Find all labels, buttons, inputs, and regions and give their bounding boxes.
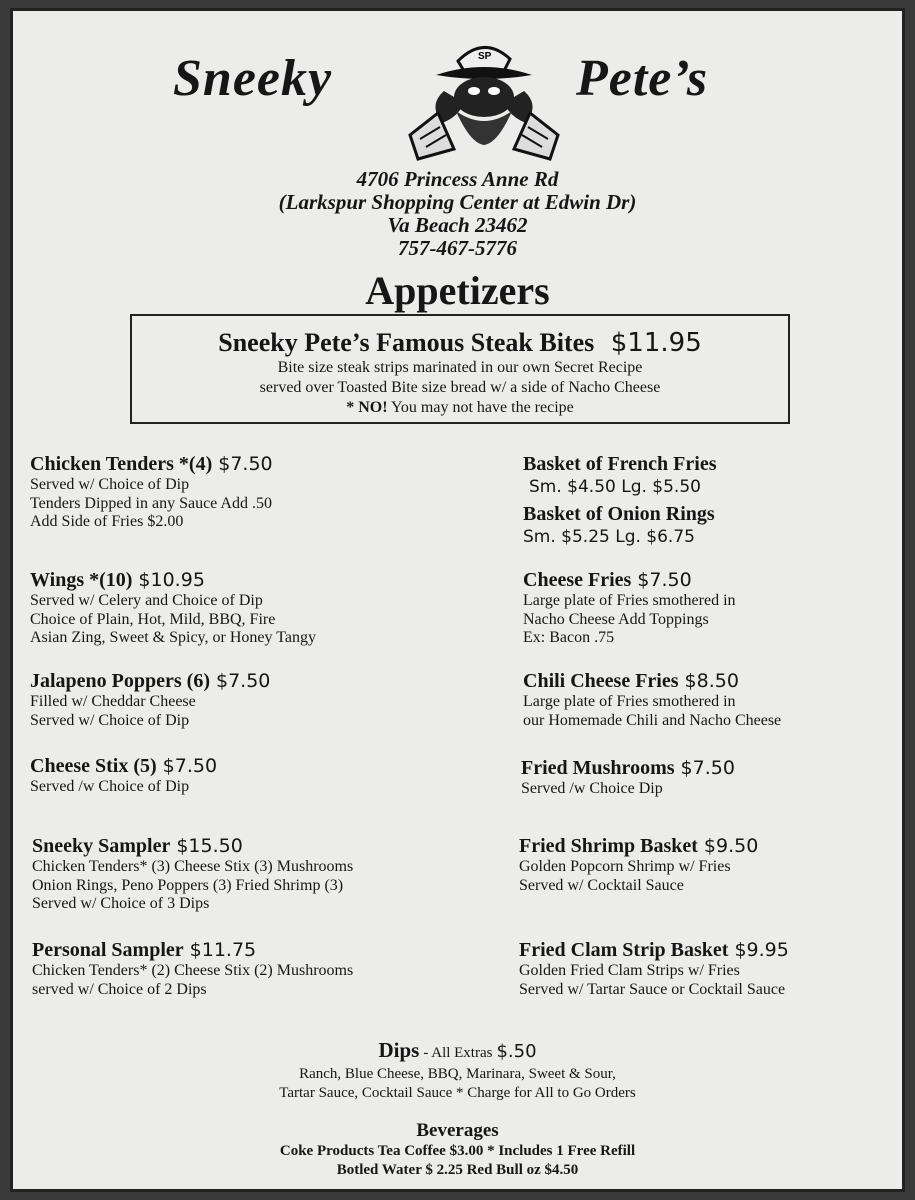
item-desc: Served w/ Choice of Dip bbox=[30, 711, 190, 729]
pete-mascot-logo bbox=[398, 31, 570, 161]
menu-item-onion-rings: Basket of Onion Rings Sm. $5.25 Lg. $6.75 bbox=[523, 503, 715, 547]
section-heading: Appetizers bbox=[365, 268, 550, 313]
dips-extras-price: $.50 bbox=[496, 1041, 537, 1062]
menu-sheet bbox=[10, 8, 905, 1192]
item-price: $7.50 bbox=[637, 569, 692, 591]
item-desc: Filled w/ Cheddar Cheese bbox=[30, 693, 196, 710]
item-price: $7.50 bbox=[680, 757, 735, 779]
item-desc: Golden Fried Clam Strips w/ Fries bbox=[519, 962, 740, 979]
menu-item-fried-mushrooms: Fried Mushrooms $7.50 Served /w Choice Dip bbox=[521, 757, 735, 797]
menu-item-fried-clam-strip-basket: Fried Clam Strip Basket $9.95 Golden Fried Clam Strips w/ Fries Served w/ Tartar Sauce or Cocktail Sauce bbox=[519, 939, 789, 998]
dips-list-line-2: Tartar Sauce, Cocktail Sauce * Charge for All to Go Orders bbox=[279, 1085, 636, 1101]
dips-title: Dips - All Extras $.50 bbox=[378, 1038, 537, 1062]
item-desc: Onion Rings, Peno Poppers (3) Fried Shrimp (3) bbox=[32, 876, 344, 894]
item-price: $7.50 bbox=[162, 755, 218, 777]
address-line-1: 4706 Princess Anne Rd bbox=[356, 167, 559, 191]
menu-item-cheese-stix: Cheese Stix (5) $7.50 Served /w Choice of Dip bbox=[30, 755, 218, 795]
item-desc: Chicken Tenders* (2) Cheese Stix (2) Mushrooms bbox=[32, 962, 354, 979]
item-price: $11.75 bbox=[189, 939, 257, 961]
item-sizes: Sm. $5.25 Lg. $6.75 bbox=[523, 527, 695, 547]
item-desc: Served /w Choice Dip bbox=[521, 780, 663, 797]
item-price: $10.95 bbox=[138, 569, 205, 591]
beverages-line-1: Coke Products Tea Coffee $3.00 * Includes 1 Free Refill bbox=[279, 1143, 636, 1159]
beverages-line-2: Botled Water $ 2.25 Red Bull oz $4.50 bbox=[336, 1162, 579, 1178]
menu-item-sneeky-sampler: Sneeky Sampler $15.50 Chicken Tenders* (3) Cheese Stix (3) Mushrooms Onion Rings, Peno Poppers (3) Fried Shrimp (3) Served w/ Choice of 3 Dips bbox=[32, 835, 354, 912]
item-desc: Choice of Plain, Hot, Mild, BBQ, Fire bbox=[30, 610, 276, 628]
item-desc: Large plate of Fries smothered in bbox=[523, 693, 736, 710]
menu-item-cheese-fries: Cheese Fries $7.50 Large plate of Fries smothered in Nacho Cheese Add Toppings Ex: Bacon .75 bbox=[523, 569, 736, 646]
featured-item-note: * NO! You may not have the recipe bbox=[346, 399, 574, 416]
item-desc: Served /w Choice of Dip bbox=[30, 778, 190, 795]
dips-list-line-1: Ranch, Blue Cheese, BBQ, Marinara, Sweet & Sour, bbox=[299, 1066, 616, 1082]
item-price: $8.50 bbox=[684, 670, 739, 692]
item-desc: Served w/ Cocktail Sauce bbox=[519, 876, 684, 894]
item-price: $7.50 bbox=[216, 670, 271, 692]
restaurant-name-left: Sneeky bbox=[173, 50, 333, 107]
featured-item-box bbox=[130, 314, 790, 424]
item-desc: Served w/ Celery and Choice of Dip bbox=[30, 592, 263, 609]
menu-item-french-fries: Basket of French Fries Sm. $4.50 Lg. $5.50 bbox=[523, 453, 717, 497]
item-desc: Chicken Tenders* (3) Cheese Stix (3) Mushrooms bbox=[32, 858, 354, 875]
item-desc: served w/ Choice of 2 Dips bbox=[32, 980, 207, 998]
item-desc: Tenders Dipped in any Sauce Add .50 bbox=[30, 494, 272, 512]
item-desc: Nacho Cheese Add Toppings bbox=[523, 610, 709, 628]
item-price: $15.50 bbox=[176, 835, 243, 857]
featured-item-desc-2: served over Toasted Bite size bread w/ a side of Nacho Cheese bbox=[259, 379, 661, 396]
item-desc: Served w/ Choice of 3 Dips bbox=[32, 895, 210, 912]
item-price: $9.95 bbox=[734, 939, 789, 961]
menu-item-chili-cheese-fries: Chili Cheese Fries $8.50 Large plate of Fries smothered in our Homemade Chili and Nacho Cheese bbox=[523, 670, 782, 729]
item-desc: Ex: Bacon .75 bbox=[523, 629, 615, 646]
item-desc: Served w/ Tartar Sauce or Cocktail Sauce bbox=[519, 980, 786, 998]
beverages-title: Beverages bbox=[416, 1120, 499, 1141]
menu-item-chicken-tenders: Chicken Tenders *(4) $7.50 Served w/ Choice of Dip Tenders Dipped in any Sauce Add .50 Add Side of Fries $2.00 bbox=[30, 453, 273, 530]
featured-item-desc-1: Bite size steak strips marinated in our own Secret Recipe bbox=[277, 359, 643, 376]
menu-item-wings: Wings *(10) $10.95 Served w/ Celery and Choice of Dip Choice of Plain, Hot, Mild, BBQ, Fire Asian Zing, Sweet & Spicy, or Honey Tangy bbox=[30, 569, 316, 646]
item-price: $7.50 bbox=[218, 453, 273, 475]
featured-item-price: $11.95 bbox=[610, 328, 702, 358]
item-sizes: Sm. $4.50 Lg. $5.50 bbox=[529, 477, 701, 497]
item-desc: Golden Popcorn Shrimp w/ Fries bbox=[519, 858, 731, 875]
address-line-3: Va Beach 23462 bbox=[387, 213, 528, 237]
menu-item-personal-sampler: Personal Sampler $11.75 Chicken Tenders* (2) Cheese Stix (2) Mushrooms served w/ Choice of 2 Dips bbox=[32, 939, 354, 998]
logo-monogram: SP bbox=[478, 51, 492, 62]
menu-item-jalapeno-poppers: Jalapeno Poppers (6) $7.50 Filled w/ Cheddar Cheese Served w/ Choice of Dip bbox=[30, 670, 271, 729]
address-line-2: (Larkspur Shopping Center at Edwin Dr) bbox=[278, 190, 637, 214]
item-desc: Large plate of Fries smothered in bbox=[523, 592, 736, 609]
item-desc: Asian Zing, Sweet & Spicy, or Honey Tangy bbox=[30, 629, 316, 646]
phone-number: 757-467-5776 bbox=[398, 236, 517, 260]
featured-item-name: Sneeky Pete’s Famous Steak Bites $11.95 bbox=[218, 328, 702, 358]
restaurant-name-right: Pete’s bbox=[576, 50, 709, 107]
menu-item-fried-shrimp-basket: Fried Shrimp Basket $9.50 Golden Popcorn Shrimp w/ Fries Served w/ Cocktail Sauce bbox=[519, 835, 759, 894]
item-desc: Served w/ Choice of Dip bbox=[30, 476, 190, 493]
item-desc: our Homemade Chili and Nacho Cheese bbox=[523, 711, 782, 729]
item-desc: Add Side of Fries $2.00 bbox=[30, 513, 184, 530]
item-price: $9.50 bbox=[703, 835, 759, 857]
